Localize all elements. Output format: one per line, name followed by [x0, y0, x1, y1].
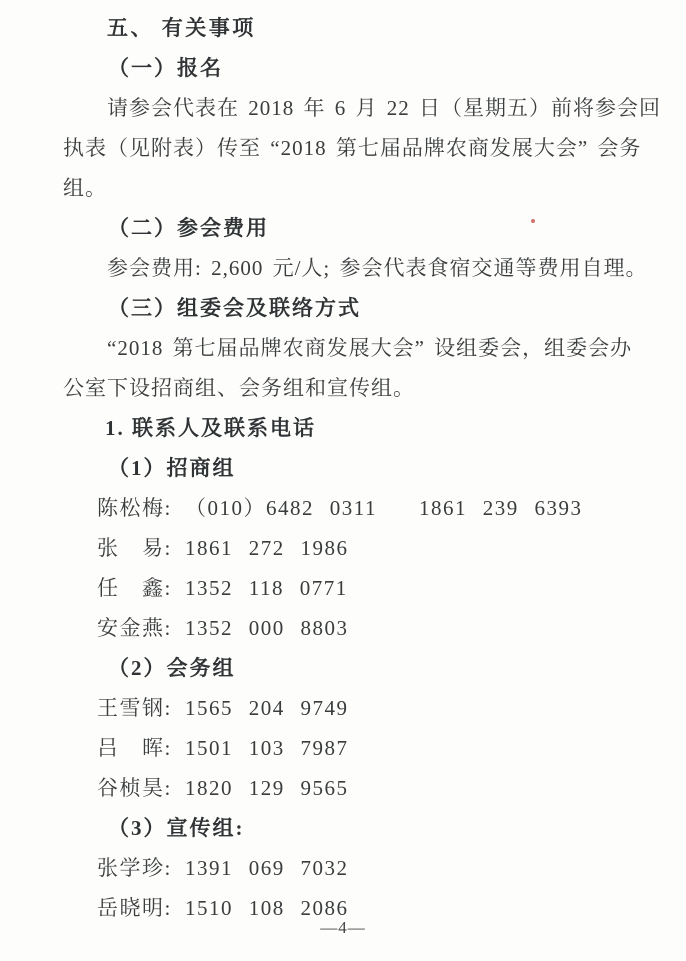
contact-row — [97, 528, 650, 568]
contact-name: 陈松梅: — [97, 496, 172, 520]
paragraph-line: 执表（见附表）传至 “2018 第七届品牌农商发展大会” 会务 — [63, 136, 642, 160]
section-heading: 五、 有关事项 — [107, 16, 256, 40]
contact-phone: 1391 069 7032 — [185, 856, 349, 880]
contact-name: 王雪钢: — [97, 696, 172, 720]
contact-phone-secondary: 1861 239 6393 — [418, 496, 583, 520]
heading-group-2: （2）会务组 — [108, 656, 236, 680]
contact-row — [97, 848, 650, 888]
paragraph-line: 请参会代表在 2018 年 6 月 22 日（星期五）前将参会回 — [107, 96, 661, 120]
heading-group-3: （3）宣传组: — [108, 816, 245, 840]
contact-name: 安金燕: — [97, 616, 172, 640]
contact-name: 岳晓明: — [97, 896, 172, 920]
contact-name: 谷桢昊: — [97, 776, 172, 800]
contact-name: 吕 晖: — [97, 736, 172, 760]
contact-row — [97, 568, 650, 608]
contact-name: 任 鑫: — [97, 576, 172, 600]
paragraph-line: 公室下设招商组、会务组和宣传组。 — [63, 376, 415, 400]
heading-committee: （三）组委会及联络方式 — [108, 296, 361, 320]
contact-phone: 1820 129 9565 — [185, 776, 349, 800]
page-number: —4— — [320, 918, 366, 937]
contact-row — [97, 728, 650, 768]
paragraph-line: “2018 第七届品牌农商发展大会” 设组委会，组委会办 — [107, 336, 633, 360]
scan-artifact-dot — [531, 219, 535, 223]
contact-row — [97, 608, 650, 648]
paragraph-line: 组。 — [63, 176, 107, 200]
contact-phone: 1352 118 0771 — [185, 576, 348, 600]
contact-phone: 1352 000 8803 — [185, 616, 349, 640]
heading-contacts: 1. 联系人及联系电话 — [105, 416, 316, 440]
contact-phone: （010）6482 0311 — [185, 496, 377, 520]
contact-phone: 1565 204 9749 — [185, 696, 349, 720]
contact-phone: 1510 108 2086 — [185, 896, 349, 920]
contact-phone: 1501 103 7987 — [185, 736, 349, 760]
paragraph-line: 参会费用: 2,600 元/人; 参会代表食宿交通等费用自理。 — [107, 256, 648, 280]
heading-registration: （一）报名 — [108, 56, 223, 80]
contact-row — [97, 488, 650, 528]
contact-row — [97, 768, 650, 808]
contact-row — [97, 688, 650, 728]
heading-group-1: （1）招商组 — [108, 456, 236, 480]
contact-name: 张学珍: — [97, 856, 172, 880]
contact-name: 张 易: — [97, 536, 172, 560]
heading-fee: （二）参会费用 — [108, 216, 269, 240]
contact-phone: 1861 272 1986 — [185, 536, 349, 560]
